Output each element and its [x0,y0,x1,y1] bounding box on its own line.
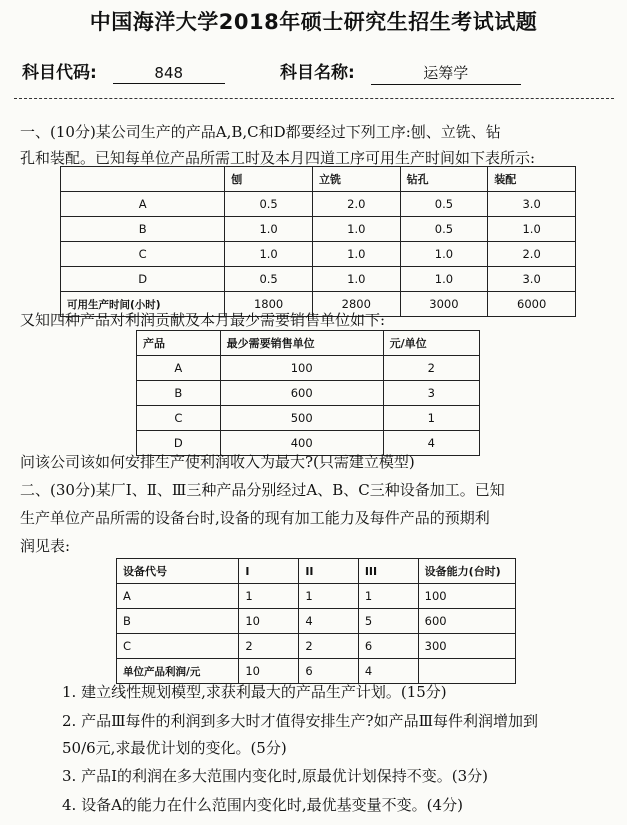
table-cell: 1 [383,406,479,431]
table-cell: 600 [418,609,515,634]
table-cell: 3000 [400,292,488,317]
q1-line-2: 孔和装配。已知每单位产品所需工时及本月四道工序可用生产时间如下表所示: [20,149,536,167]
table-cell: B [117,609,239,634]
table-cell: 5 [358,609,418,634]
table-cell: D [61,267,225,292]
table-cell: 1.0 [400,267,488,292]
table-cell: 500 [220,406,383,431]
q2-line-3: 润见表: [20,537,71,555]
table-row [61,217,576,242]
table-cell: 10 [239,659,299,684]
q2-line-1: 二、(30分)某厂Ⅰ、Ⅱ、Ⅲ三种产品分别经过A、B、C三种设备加工。已知 [20,481,505,499]
table-cell: 2.0 [312,192,400,217]
table-row [137,381,480,406]
table-row [61,192,576,217]
q1-table-1 [60,166,576,317]
table-header: I [239,559,299,584]
q2-table [116,558,516,684]
table-header: 装配 [488,167,576,192]
table-cell [418,659,515,684]
q1-line-3: 又知四种产品对利润贡献及本月最少需要销售单位如下: [20,311,386,329]
subject-code-label: 科目代码: [22,63,97,83]
table-cell: 3 [383,381,479,406]
table-header: 产品 [137,331,221,356]
table-cell: 2.0 [488,242,576,267]
table-header: 设备能力(台时) [418,559,515,584]
subject-code-value: 848 [113,64,225,84]
table-cell: 2 [383,356,479,381]
table-cell: 3.0 [488,267,576,292]
table-cell: 100 [220,356,383,381]
exam-title: 中国海洋大学2018年硕士研究生招生考试试题 [89,10,538,34]
table-cell: 1.0 [488,217,576,242]
table-row [117,659,516,684]
table-cell: 0.5 [225,192,313,217]
table-cell: 0.5 [400,192,488,217]
table-header: 刨 [225,167,313,192]
table-cell: D [137,431,221,456]
table-cell: 3.0 [488,192,576,217]
table-cell: 100 [418,584,515,609]
subject-code [22,58,225,84]
table-row [117,634,516,659]
table-row [137,356,480,381]
q1-line-1: 一、(10分)某公司生产的产品A,B,C和D都要经过下列工序:刨、立铣、钻 [20,123,501,141]
table-cell: 600 [220,381,383,406]
table-cell: A [61,192,225,217]
table-cell: 可用生产时间(小时) [61,292,225,317]
table-cell: 1 [358,584,418,609]
table-cell: A [117,584,239,609]
table-cell: 6000 [488,292,576,317]
table-cell: 6 [299,659,358,684]
q2-item-2: 2. 产品Ⅲ每件的利润到多大时才值得安排生产?如产品Ⅲ每件利润增加到 [62,712,539,730]
q2-line-2: 生产单位产品所需的设备台时,设备的现有加工能力及每件产品的预期利 [20,509,490,527]
table-cell: 0.5 [225,267,313,292]
table-cell: 1800 [225,292,313,317]
table-cell: B [137,381,221,406]
table-cell: 6 [358,634,418,659]
table-cell: 2 [299,634,358,659]
q2-item-2-cont: 50/6元,求最优计划的变化。(5分) [62,739,287,757]
table-cell: 2 [239,634,299,659]
table-header: 元/单位 [383,331,479,356]
table-cell: 4 [383,431,479,456]
table-cell: B [61,217,225,242]
table-cell: C [117,634,239,659]
q2-item-4: 4. 设备A的能力在什么范围内变化时,最优基变量不变。(4分) [62,796,463,814]
table-cell: A [137,356,221,381]
q1-table-2 [136,330,480,456]
table-header: 设备代号 [117,559,239,584]
table-cell: 1.0 [225,217,313,242]
table-row [117,584,516,609]
table-cell: 0.5 [400,217,488,242]
table-cell: C [137,406,221,431]
table-row [61,267,576,292]
table-header: 最少需要销售单位 [220,331,383,356]
table-cell: C [61,242,225,267]
subject-name [280,58,521,85]
table-header: III [358,559,418,584]
table-header [61,167,225,192]
table-cell: 300 [418,634,515,659]
table-cell: 1 [239,584,299,609]
table-header: 立铣 [312,167,400,192]
table-cell: 1.0 [400,242,488,267]
table-header: 钻孔 [400,167,488,192]
table-cell: 1.0 [312,267,400,292]
table-cell: 400 [220,431,383,456]
table-cell: 2800 [312,292,400,317]
subject-name-label: 科目名称: [280,63,355,83]
table-row [137,406,480,431]
table-cell: 4 [299,609,358,634]
q1-line-4: 问该公司该如何安排生产使利润收入为最大?(只需建立模型) [20,453,415,471]
table-cell: 10 [239,609,299,634]
table-cell: 1.0 [225,242,313,267]
divider [14,98,614,99]
table-row [61,242,576,267]
table-header: II [299,559,358,584]
table-cell: 1.0 [312,217,400,242]
table-cell: 1.0 [312,242,400,267]
table-row [117,609,516,634]
subject-name-value: 运筹学 [371,62,521,85]
table-cell: 单位产品利润/元 [117,659,239,684]
table-cell: 4 [358,659,418,684]
q2-item-1: 1. 建立线性规划模型,求获利最大的产品生产计划。(15分) [62,683,447,701]
q2-item-3: 3. 产品Ⅰ的利润在多大范围内变化时,原最优计划保持不变。(3分) [62,767,489,785]
table-cell: 1 [299,584,358,609]
